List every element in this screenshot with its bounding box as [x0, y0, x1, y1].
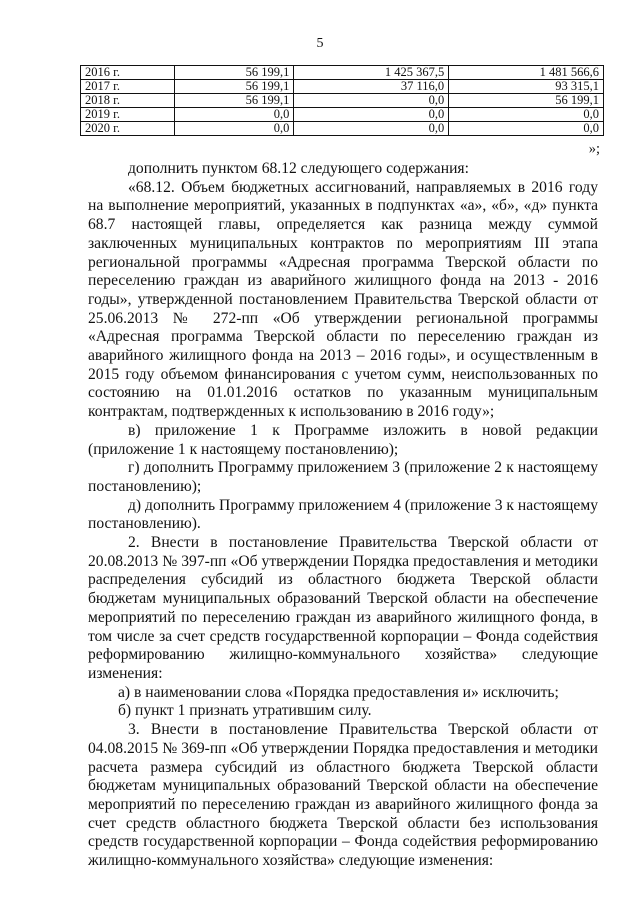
paragraph: г) дополнить Программу приложением 3 (приложение 2 к настоящему постановлению);	[88, 459, 598, 495]
table-cell: 0,0	[175, 122, 294, 136]
table-cell: 0,0	[294, 122, 449, 136]
table-cell: 56 199,1	[175, 94, 294, 108]
paragraph: дополнить пунктом 68.12 следующего содержания:	[128, 160, 469, 177]
table-cell: 1 425 367,5	[294, 66, 449, 80]
document-body	[88, 160, 598, 871]
table-cell-year: 2018 г.	[81, 94, 175, 108]
table-cell: 56 199,1	[449, 94, 604, 108]
page-number: 5	[316, 36, 324, 51]
table-cell: 0,0	[175, 108, 294, 122]
paragraph: 2. Внести в постановление Правительства Тверской области от 20.08.2013 № 397-пп «Об утверждении Порядка предоставления и методики распределения субсидий из областного бюджета Тверской области бюджетам муниципальных образований Тверской области на обеспечение мероприятий по переселению граждан из аварийного жилищного фонда, в том числе за счет средств государственной корпорации – Фонда содействия реформированию жилищно-коммунального хозяйства» следующие изменения:	[88, 534, 598, 682]
paragraph: д) дополнить Программу приложением 4 (приложение 3 к настоящему постановлению).	[88, 496, 598, 533]
table-row	[81, 94, 604, 108]
table-row	[81, 122, 604, 136]
table-cell-year: 2019 г.	[81, 108, 175, 122]
table-cell: 0,0	[449, 108, 604, 122]
table-cell: 0,0	[294, 94, 449, 108]
financing-table	[80, 65, 604, 136]
paragraph: в) приложение 1 к Программе изложить в новой редакции (приложение 1 к настоящему постановлению);	[88, 421, 598, 458]
table-row	[81, 108, 604, 122]
table-cell: 0,0	[449, 122, 604, 136]
table-cell-year: 2016 г.	[81, 66, 175, 80]
table-cell: 93 315,1	[449, 80, 604, 94]
table-row	[81, 80, 604, 94]
table-closing-quote: »;	[588, 141, 600, 157]
paragraph: 3. Внести в постановление Правительства Тверской области от 04.08.2015 № 369-пп «Об утверждении Порядка предоставления и методики расчета размера субсидий из областного бюджета Тверской области бюджетам муниципальных образований Тверской области на обеспечение мероприятий по переселению граждан из аварийного жилищного фонда за счет средств областного бюджета Тверской области без использования средств государственной корпорации – Фонда содействия реформированию жилищно-коммунального хозяйства» следующие изменения:	[88, 721, 598, 870]
table-cell: 1 481 566,6	[449, 66, 604, 80]
table-cell: 56 199,1	[175, 80, 294, 94]
table-row	[81, 66, 604, 80]
table-cell-year: 2020 г.	[81, 122, 175, 136]
table-cell-year: 2017 г.	[81, 80, 175, 94]
table-cell: 37 116,0	[294, 80, 449, 94]
paragraph: «68.12. Объем бюджетных ассигнований, направляемых в 2016 году на выполнение мероприятий, указанных в подпунктах «а», «б», «д» пункта 68.7 настоящей главы, определяется как разница между суммой заключенных муниципальных контрактов по мероприятиям III этапа региональной программы «Адресная программа Тверской области по переселению граждан из аварийного жилищного фонда на 2013 - 2016 годы», утвержденной постановлением Правительства Тверской области от 25.06.2013 № 272-пп «Об утверждении региональной программы «Адресная программа Тверской области по переселению граждан из аварийного жилищного фонда на 2013 – 2016 годы», и осуществленным в 2015 году объемом финансирования с учетом сумм, неиспользованных по состоянию на 01.01.2016 остатков по указанным муниципальным контрактам, подтвержденных к использованию в 2016 году»;	[88, 178, 598, 421]
paragraph: б) пункт 1 признать утратившим силу.	[118, 702, 372, 720]
table-cell: 56 199,1	[175, 66, 294, 80]
paragraph: а) в наименовании слова «Порядка предоставления и» исключить;	[118, 683, 559, 701]
table-cell: 0,0	[294, 108, 449, 122]
